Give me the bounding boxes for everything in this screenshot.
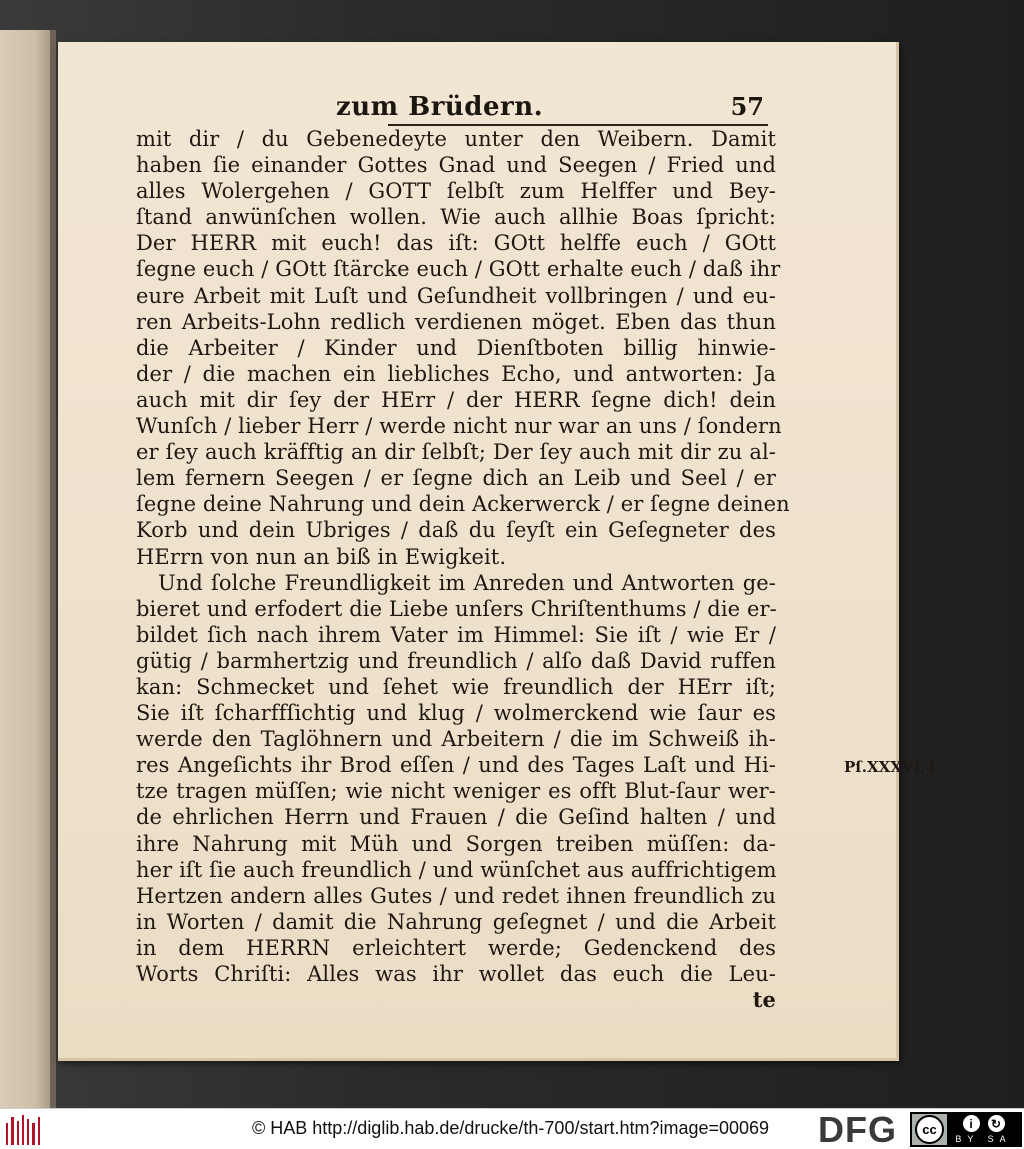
text-line: auch mit dir ſey der HErr / der HERR ſegne dich! dein — [136, 387, 776, 412]
margin-note: Pſ.XXXVI,4. — [844, 758, 942, 776]
book-page — [58, 42, 942, 1061]
text-line: die Arbeiter / Kinder und Dienſtboten billig hinwie- — [136, 335, 776, 360]
text-line: Und ſolche Freundligkeit im Anreden und Antworten ge- — [158, 570, 776, 595]
text-line: her iſt ſie auch freundlich / und wünſchet aus auffrichtigem — [136, 857, 777, 882]
running-head-title: zum Brüdern. — [336, 92, 544, 122]
text-line: haben ſie einander Gottes Gnad und Seegen / Fried und — [136, 153, 776, 178]
text-line: res Angeſichts ihr Brod eſſen / und des Tages Laſt und Hi- — [136, 753, 776, 778]
text-line: mit dir / du Gebenedeyte unter den Weibern. Damit — [136, 127, 776, 151]
text-line: ren Arbeits-Lohn redlich verdienen möget. Eben das thun — [136, 309, 776, 334]
text-line: Sie iſt ſcharffſichtig und klug / wolmerckend wie ſaur es — [136, 701, 776, 726]
text-line: Hertzen andern alles Gutes / und redet ihnen freundlich zu — [136, 883, 776, 908]
page-number: 57 — [730, 92, 764, 121]
source-credit: © HAB http://diglib.hab.de/drucke/th-700/start.htm?image=00069 — [252, 1118, 770, 1138]
dfg-logo: DFG — [818, 1109, 897, 1149]
text-line: Der HERR mit euch! das iſt: GOtt helffe euch / GOtt — [136, 231, 776, 256]
cc-license-label: BY SA — [955, 1134, 1012, 1144]
text-line: kan: Schmecket und ſehet wie freundlich der HErr iſt; — [136, 674, 776, 699]
hab-logo-icon — [6, 1115, 40, 1145]
text-line: werde den Taglöhnern und Arbeitern / die im Schweiß ih- — [136, 727, 776, 752]
body-text — [136, 126, 790, 987]
text-line: Korb und dein Ubriges / daß du ſeyſt ein Geſegneter des — [136, 518, 776, 543]
gutter-shadow — [50, 30, 56, 1108]
facing-page-edge — [0, 30, 50, 1108]
text-line: HErrn von nun an biß in Ewigkeit. — [136, 544, 507, 569]
text-line: de ehrlichen Herrn und Frauen / die Geſind halten / und — [136, 805, 776, 830]
text-line: ſegne deine Nahrung und dein Ackerwerck / er ſegne deinen — [136, 492, 790, 517]
text-line: eure Arbeit mit Luſt und Geſundheit vollbringen / und eu- — [136, 283, 776, 308]
text-line: Worts Chriſti: Alles was ihr wollet das euch die Leu- — [136, 962, 776, 986]
footer-bar — [0, 1108, 1024, 1149]
text-line: ſegne euch / GOtt ſtärcke euch / GOtt erhalte euch / daß ihr — [136, 257, 781, 282]
text-line: lem fernern Seegen / er ſegne dich an Leib und Seel / er — [136, 466, 776, 491]
text-line: der / die machen ein liebliches Echo, und antworten: Ja — [136, 361, 776, 386]
text-line: bieret und erfodert die Liebe unſers Chriſtenthums / die er- — [136, 596, 777, 621]
text-line: bildet ſich nach ihrem Vater im Himmel: Sie iſt / wie Er / — [136, 622, 776, 647]
text-area — [136, 92, 942, 1013]
running-head — [136, 92, 776, 126]
text-line: Wunſch / lieber Herr / werde nicht nur war an uns / ſondern — [136, 414, 782, 439]
text-line: ihre Nahrung mit Müh und Sorgen treiben müſſen: da- — [136, 831, 776, 856]
cc-license-badge[interactable] — [910, 1112, 1022, 1147]
cc-sa-icon: ↻ — [988, 1115, 1005, 1132]
cc-icon: cc — [915, 1115, 944, 1144]
catchword: te — [752, 987, 776, 1013]
text-line: in dem HERRN erleichtert werde; Gedenckend des — [136, 935, 776, 960]
cc-by-icon: i — [963, 1115, 980, 1132]
text-line: alles Wolergehen / GOTT ſelbſt zum Helffer und Bey- — [136, 179, 776, 204]
text-line: ſtand anwünſchen wollen. Wie auch allhie Boas ſpricht: — [136, 205, 776, 230]
text-line: er ſey auch kräfftig an dir ſelbſt; Der ſey auch mit dir zu al- — [136, 440, 776, 465]
cc-by-sa-panel — [947, 1114, 1020, 1145]
text-line: tze tragen müſſen; wie nicht weniger es offt Blut-ſaur wer- — [136, 779, 776, 804]
text-line: gütig / barmhertzig und freundlich / alſo daß David ruffen — [136, 648, 776, 673]
text-line: in Worten / damit die Nahrung geſegnet / und die Arbeit — [136, 909, 776, 934]
